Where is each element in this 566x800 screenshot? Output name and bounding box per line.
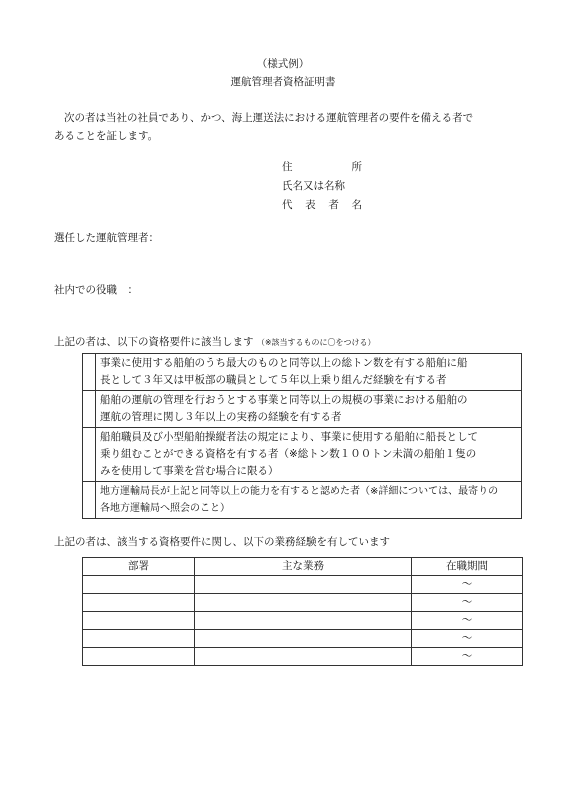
requirement-check-cell[interactable] [83, 482, 96, 519]
main-duties-cell[interactable] [195, 648, 412, 666]
experience-header-row [83, 558, 523, 576]
tenure-cell[interactable]: ～ [411, 612, 522, 630]
main-duties-cell[interactable] [195, 630, 412, 648]
main-duties-cell[interactable] [195, 612, 412, 630]
requirement-check-cell[interactable] [83, 354, 96, 391]
address-label: 住 所 [282, 161, 362, 173]
tenure-cell[interactable]: ～ [411, 576, 522, 594]
representative-label: 代 表 者 名 [282, 199, 362, 211]
signature-fields [282, 158, 362, 215]
requirement-text: 地方運輸局長が上記と同等以上の能力を有すると認めた者（※詳細については、最寄りの 各地方運輸局へ照会のこと） [96, 482, 522, 519]
intro-line-1: 次の者は当社の社員であり、かつ、海上運送法における運航管理者の要件を備える者で [64, 112, 474, 124]
form-label: （様式例） [256, 58, 310, 70]
requirement-check-cell[interactable] [83, 391, 96, 428]
tenure-header: 在職期間 [411, 558, 522, 576]
department-header: 部署 [83, 558, 195, 576]
department-cell[interactable] [83, 576, 195, 594]
main-duties-cell[interactable] [195, 576, 412, 594]
experience-row [83, 648, 523, 666]
experience-row [83, 612, 523, 630]
requirement-row [83, 482, 522, 519]
document-title: 運航管理者資格証明書 [230, 76, 336, 88]
department-cell[interactable] [83, 630, 195, 648]
experience-lead: 上記の者は、該当する資格要件に関し、以下の業務経験を有しています [54, 536, 390, 548]
appointed-manager-label: 選任した運航管理者： [54, 232, 159, 244]
requirement-row [83, 428, 522, 482]
experience-table [82, 557, 523, 666]
tenure-cell[interactable]: ～ [411, 594, 522, 612]
name-label: 氏名又は名称 [282, 180, 345, 192]
department-cell[interactable] [83, 594, 195, 612]
requirement-text: 船舶職員及び小型船舶操縦者法の規定により、事業に使用する船舶に船長として 乗り組むことができる資格を有する者（※総トン数１００トン未満の船舶１隻の みを使用して事業を営む場合に限る） [96, 428, 522, 482]
experience-row [83, 576, 523, 594]
experience-row [83, 630, 523, 648]
main-duties-cell[interactable] [195, 594, 412, 612]
requirement-check-cell[interactable] [83, 428, 96, 482]
tenure-cell[interactable]: ～ [411, 648, 522, 666]
tenure-cell[interactable]: ～ [411, 630, 522, 648]
requirement-text: 事業に使用する船舶のうち最大のものと同等以上の総トン数を有する船舶に船 長として３年又は甲板部の職員として５年以上乗り組んだ経験を有する者 [96, 354, 522, 391]
requirements-table [82, 353, 522, 519]
department-cell[interactable] [83, 612, 195, 630]
main-duties-header: 主な業務 [195, 558, 412, 576]
company-position-label: 社内での役職 ： [54, 284, 138, 296]
requirement-row [83, 354, 522, 391]
requirement-row [83, 391, 522, 428]
requirements-note: （※該当するものに〇をつける） [256, 338, 376, 347]
intro-line-2: あることを証します。 [54, 130, 159, 142]
department-cell[interactable] [83, 648, 195, 666]
requirement-text: 船舶の運航の管理を行おうとする事業と同等以上の規模の事業における船舶の 運航の管理に関し３年以上の実務の経験を有する者 [96, 391, 522, 428]
experience-row [83, 594, 523, 612]
requirements-lead: 上記の者は、以下の資格要件に該当します （※該当するものに〇をつける） [54, 336, 376, 348]
